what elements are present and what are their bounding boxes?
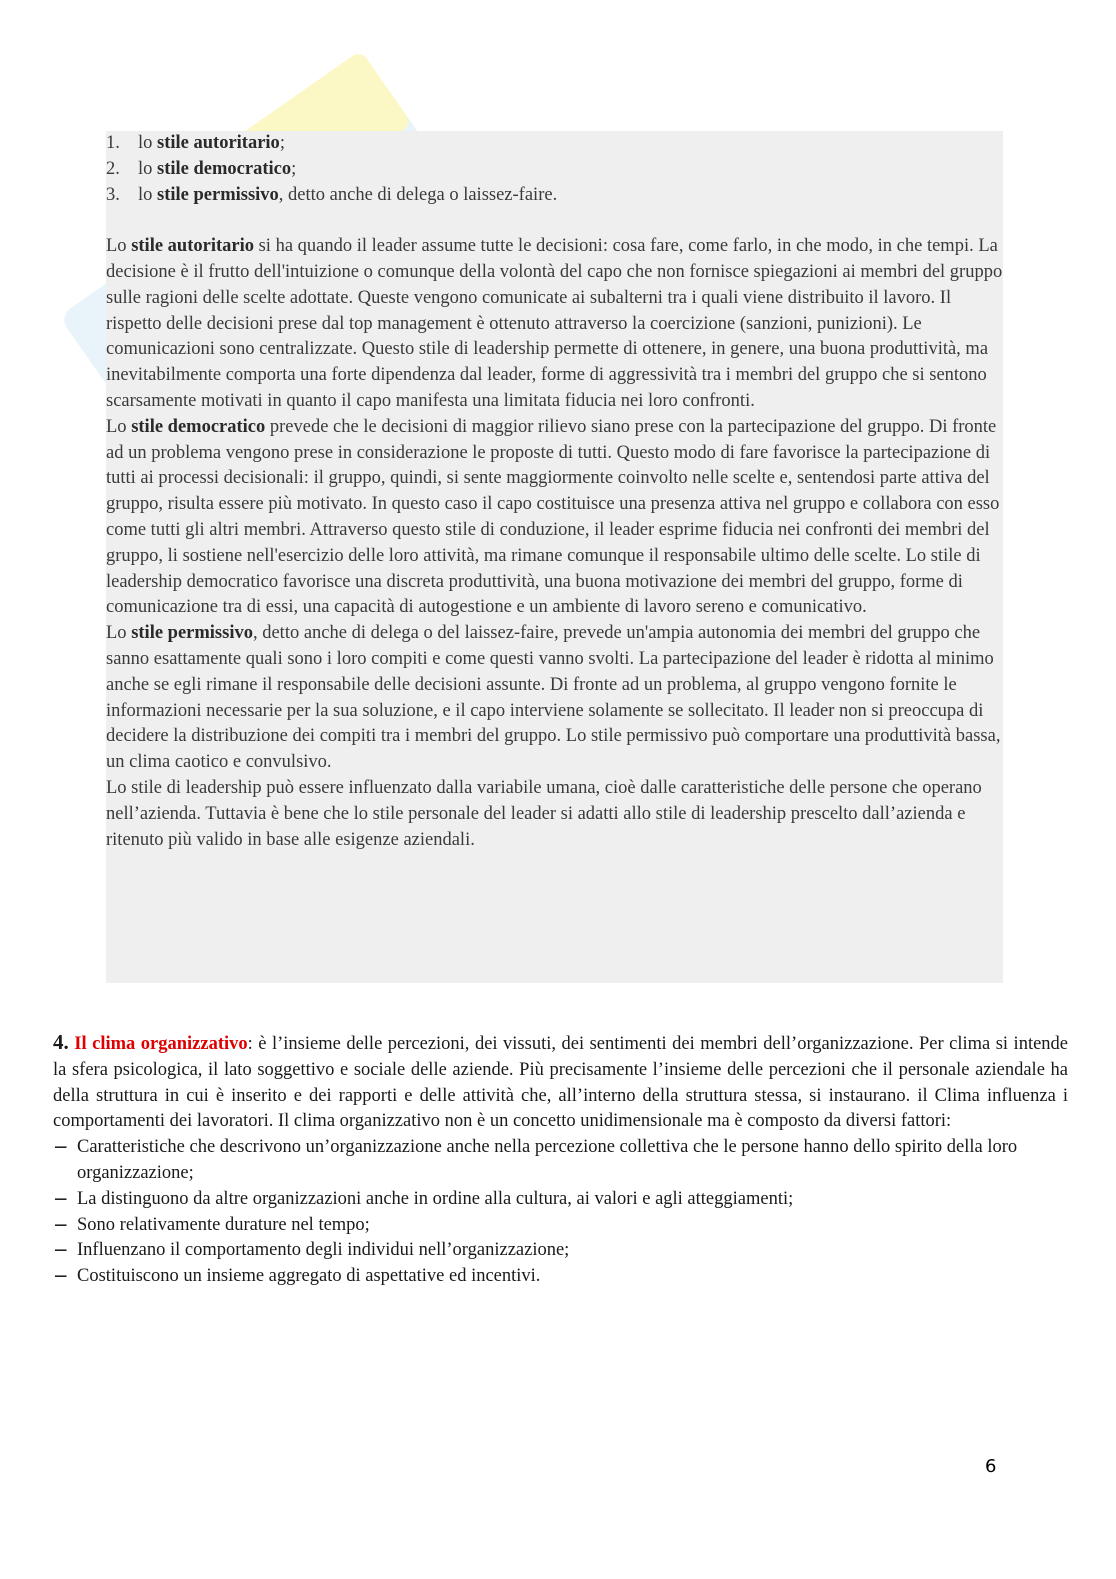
list-number: 2. xyxy=(106,158,120,179)
list-item xyxy=(106,131,1003,157)
list-number: 3. xyxy=(106,184,120,205)
dash-bullet-icon: − xyxy=(53,1240,69,1262)
list-text: lo stile autoritario; xyxy=(138,133,285,153)
paragraph-democratico: Lo stile democratico prevede che le decisioni di maggior rilievo siano prese con la partecipazione del gruppo. Di fronte ad un problema vengono prese in considerazione le proposte di tutti. Questo modo di fare favorisce la partecipazione di tutti ai processi decisionali: il gruppo, quindi, si sente maggiormente coinvolto nelle scelte e, sentendosi parte attiva del gruppo, risulta essere più motivato. In questo caso il capo costituisce una presenza attiva nel gruppo e collabora con esso come tutti gli altri membri. Attraverso questo stile di conduzione, il leader esprime fiducia nei confronti dei membri del gruppo, li sostiene nell'esercizio delle loro attività, ma rimane comunque il responsabile ultimo delle scelte. Lo stile di leadership democratico favorisce una discreta produttività, una buona motivazione dei membri del gruppo, forme di comunicazione tra di essi, una capacità di autogestione e un ambiente di lavoro sereno e comunicativo. xyxy=(106,416,1000,618)
list-item: − Costituiscono un insieme aggregato di aspettative ed incentivi. xyxy=(53,1264,1068,1290)
dash-bullet-icon: − xyxy=(53,1137,69,1159)
dash-bullet-icon: − xyxy=(53,1214,69,1236)
list-text: lo stile permissivo, detto anche di delega o laissez-faire. xyxy=(138,184,558,205)
list-item xyxy=(106,157,1003,183)
paragraph-permissivo: Lo stile permissivo, detto anche di delega o del laissez-faire, prevede un'ampia autonomia dei membri del gruppo che sanno esattamente quali sono i loro compiti e come questi vanno svolti. La partecipazione del leader è ridotta al minimo anche se egli rimane il responsabile delle decisioni assunte. Di fronte ad un problema, al gruppo vengono fornite le informazioni necessarie per la sua soluzione, e il capo interviene solamente se sollecitato. Il leader non si preoccupa di decidere la distribuzione dei compiti tra i membri del gruppo. Lo stile permissivo può comportare una produttività bassa, un clima caotico e convulsivo. xyxy=(106,623,1001,773)
list-item xyxy=(106,183,1003,209)
list-text: lo stile democratico; xyxy=(138,158,297,179)
list-item: − Sono relativamente durature nel tempo; xyxy=(53,1213,1068,1239)
list-number: 1. xyxy=(106,133,120,153)
section-number: 4. xyxy=(53,1030,69,1054)
paragraph-variabile-umana: Lo stile di leadership può essere influenzato dalla variabile umana, cioè dalle caratteristiche delle persone che operano nell’azienda. Tuttavia è bene che lo stile personale del leader si adatti allo stile di leadership prescelto dall’azienda e ritenuto più valido in base alle esigenze aziendali. xyxy=(106,777,982,850)
paragraph-autoritario: Lo stile autoritario si ha quando il leader assume tutte le decisioni: cosa fare, come farlo, in che modo, in che tempi. La decisione è il frutto dell'intuizione o comunque della volontà del capo che non fornisce spiegazioni ai membri del gruppo sulle ragioni delle scelte adottate. Queste vengono comunicate ai subalterni tra i quali viene distribuito il lavoro. Il rispetto delle decisioni prese dal top management è ottenuto attraverso la coercizione (sanzioni, punizioni). Le comunicazioni sono centralizzate. Questo stile di leadership permette di ottenere, in genere, una buona produttività, ma inevitabilmente comporta una forte dipendenza dal leader, forme di aggressività tra i membri del gruppo che si sentono scarsamente motivati in quanto il capo manifesta una limitata fiducia nei loro confronti. xyxy=(106,236,1003,411)
section-text: : è l’insieme delle percezioni, dei vissuti, dei sentimenti dei membri dell’organizzazione. Per clima si intende la sfera psicologica, il lato soggettivo e sociale delle aziende. Più precisamente l’insieme delle percezioni che il personale aziendale ha della struttura in cui è inserito e dei rapporti e delle attività che, all’interno della struttura stessa, si instaurano. il Clima influenza i comportamenti dei lavoratori. Il clima organizzativo non è un concetto unidimensionale ma è composto da diversi fattori: xyxy=(53,1034,1069,1132)
section-clima-organizzativo xyxy=(53,1030,1068,1290)
section-intro xyxy=(53,1030,1068,1135)
dash-bullet-icon: − xyxy=(53,1188,69,1210)
list-item: − La distinguono da altre organizzazioni anche in ordine alla cultura, ai valori e agli atteggiamenti; xyxy=(53,1187,1068,1213)
leadership-styles-list xyxy=(106,131,1003,208)
factors-list xyxy=(53,1135,1068,1290)
list-item: − Caratteristiche che descrivono un’organizzazione anche nella percezione collettiva che le persone hanno dello spirito della loro organizzazione; xyxy=(53,1135,1068,1187)
list-item: − Influenzano il comportamento degli individui nell’organizzazione; xyxy=(53,1238,1068,1264)
leadership-styles-content xyxy=(106,131,1003,853)
section-title: Il clima organizzativo xyxy=(74,1034,248,1054)
page-number: 6 xyxy=(985,1456,997,1477)
dash-bullet-icon: − xyxy=(53,1266,69,1288)
